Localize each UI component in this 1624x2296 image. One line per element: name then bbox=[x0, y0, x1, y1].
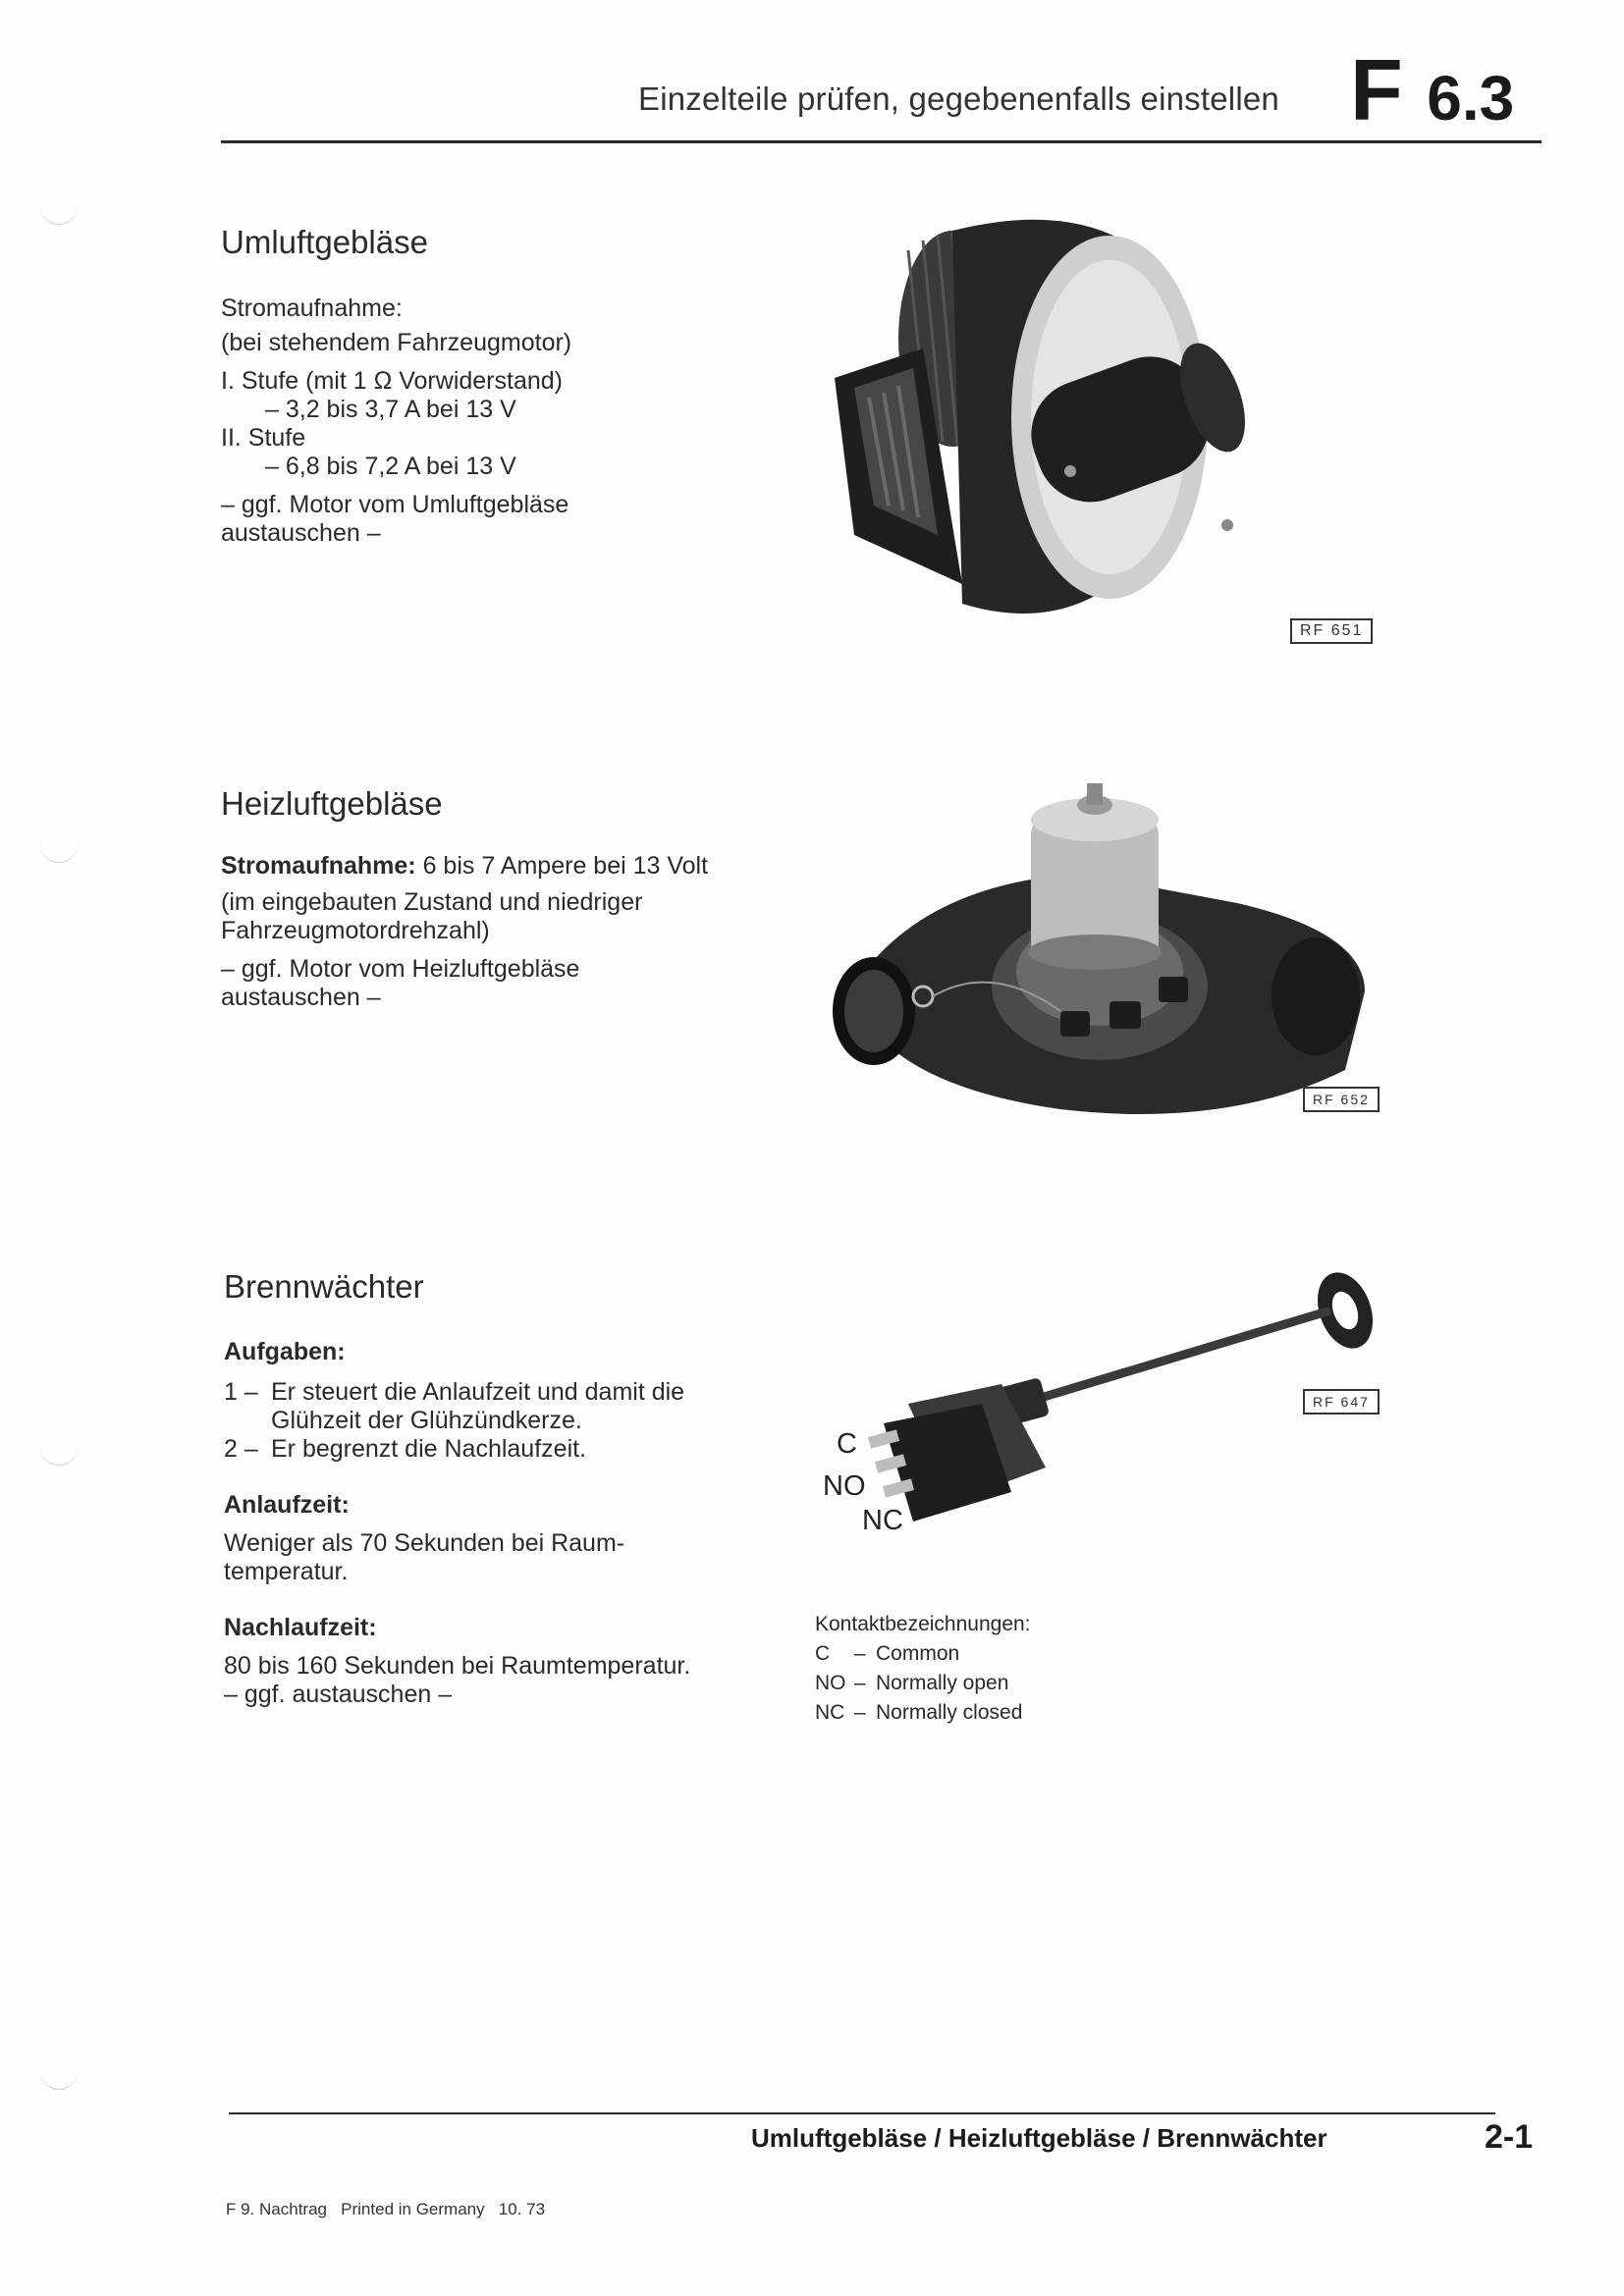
legend-code: NC bbox=[815, 1701, 845, 1724]
text-line: (bei stehendem Fahrzeugmotor) bbox=[221, 329, 572, 356]
legend-code: NO bbox=[815, 1672, 846, 1694]
print-line: F 9. Nachtrag Printed in Germany 10. 73 bbox=[226, 2200, 546, 2218]
punch-hole-mark bbox=[39, 2050, 79, 2090]
text-line: I. Stufe (mit 1 Ω Vorwiderstand) bbox=[221, 367, 563, 395]
legend-code: C bbox=[815, 1642, 831, 1665]
umluft-current-text bbox=[221, 294, 571, 548]
label-stromaufnahme: Stromaufnahme: bbox=[221, 852, 416, 880]
text-line: austauschen – bbox=[221, 984, 381, 1011]
text-line: austauschen – bbox=[221, 519, 381, 547]
text-line bbox=[221, 852, 708, 881]
page-header-title: Einzelteile prüfen, gegebenenfalls einstellen bbox=[638, 80, 1279, 117]
legend-row bbox=[815, 1639, 1031, 1669]
list-text: Glühzeit der Glühzündkerze. bbox=[271, 1407, 582, 1434]
figure-recirculation-blower bbox=[815, 211, 1384, 643]
stromaufnahme-value: 6 bis 7 Ampere bei 13 Volt bbox=[415, 852, 709, 880]
footer-title: Umluftgebläse / Heizluftgebläse / Brennwächter bbox=[751, 2123, 1327, 2153]
text-line: – 3,2 bis 3,7 A bei 13 V bbox=[265, 396, 516, 423]
legend-dash: – bbox=[854, 1672, 866, 1694]
punch-hole-mark bbox=[39, 1425, 79, 1466]
legend-dash: – bbox=[854, 1642, 866, 1665]
text-line: Fahrzeugmotordrehzahl) bbox=[221, 917, 490, 944]
label-nachlaufzeit: Nachlaufzeit: bbox=[224, 1614, 377, 1641]
figure-code-rf647: RF 647 bbox=[1303, 1389, 1380, 1415]
figure-heater-blower bbox=[815, 775, 1384, 1139]
section-title-heizluftgeblaese: Heizluftgebläse bbox=[221, 785, 443, 822]
legend-title: Kontaktbezeichnungen: bbox=[815, 1613, 1031, 1635]
text-line: II. Stufe bbox=[221, 424, 306, 452]
section-title-umluftgeblaese: Umluftgebläse bbox=[221, 224, 428, 260]
list-item bbox=[224, 1435, 690, 1464]
text-line: (im eingebauten Zustand und niedriger bbox=[221, 888, 643, 916]
text-line: temperatur. bbox=[224, 1558, 349, 1585]
list-number bbox=[224, 1407, 271, 1435]
section-code-letter: F bbox=[1350, 41, 1403, 138]
text-line: – 6,8 bis 7,2 A bei 13 V bbox=[265, 453, 516, 480]
legend-text: Normally closed bbox=[876, 1701, 1023, 1724]
text-line: – ggf. austauschen – bbox=[224, 1681, 453, 1708]
list-number: 2 – bbox=[224, 1435, 258, 1463]
terminal-label-no: NO bbox=[823, 1470, 866, 1502]
list-item bbox=[224, 1378, 690, 1407]
text-line: – ggf. Motor vom Heizluftgebläse bbox=[221, 955, 580, 983]
text-line: Stromaufnahme: bbox=[221, 294, 403, 322]
punch-hole-mark bbox=[39, 823, 79, 863]
page-number: 2-1 bbox=[1485, 2118, 1534, 2156]
heizluft-current-text bbox=[221, 852, 708, 1012]
legend-row bbox=[815, 1669, 1031, 1698]
footer-rule bbox=[229, 2112, 1495, 2114]
terminal-label-nc: NC bbox=[862, 1505, 903, 1536]
figure-flame-monitor bbox=[815, 1256, 1384, 1590]
figure-code-rf651: RF 651 bbox=[1290, 618, 1373, 644]
list-number: 1 – bbox=[224, 1378, 258, 1406]
legend-dash: – bbox=[854, 1701, 866, 1724]
brennwaechter-text bbox=[224, 1338, 690, 1709]
terminal-label-c: C bbox=[837, 1428, 857, 1460]
text-line: – ggf. Motor vom Umluftgebläse bbox=[221, 491, 569, 518]
punch-hole-mark bbox=[39, 185, 79, 225]
text-line: Weniger als 70 Sekunden bei Raum- bbox=[224, 1529, 625, 1557]
section-title-brennwaechter: Brennwächter bbox=[224, 1268, 424, 1305]
label-aufgaben: Aufgaben: bbox=[224, 1338, 346, 1365]
legend-text: Normally open bbox=[876, 1672, 1009, 1694]
section-code-number: 6.3 bbox=[1427, 63, 1515, 133]
figure-code-rf652: RF 652 bbox=[1303, 1087, 1380, 1112]
legend-text: Common bbox=[876, 1642, 960, 1665]
text-line: 80 bis 160 Sekunden bei Raumtemperatur. bbox=[224, 1652, 691, 1680]
legend-row bbox=[815, 1698, 1031, 1728]
contact-legend bbox=[815, 1610, 1031, 1728]
header-rule bbox=[221, 140, 1542, 143]
label-anlaufzeit: Anlaufzeit: bbox=[224, 1491, 350, 1519]
list-item bbox=[224, 1407, 690, 1435]
list-text: Er steuert die Anlaufzeit und damit die bbox=[271, 1378, 685, 1406]
section-code bbox=[1350, 41, 1515, 138]
list-text: Er begrenzt die Nachlaufzeit. bbox=[271, 1435, 587, 1463]
